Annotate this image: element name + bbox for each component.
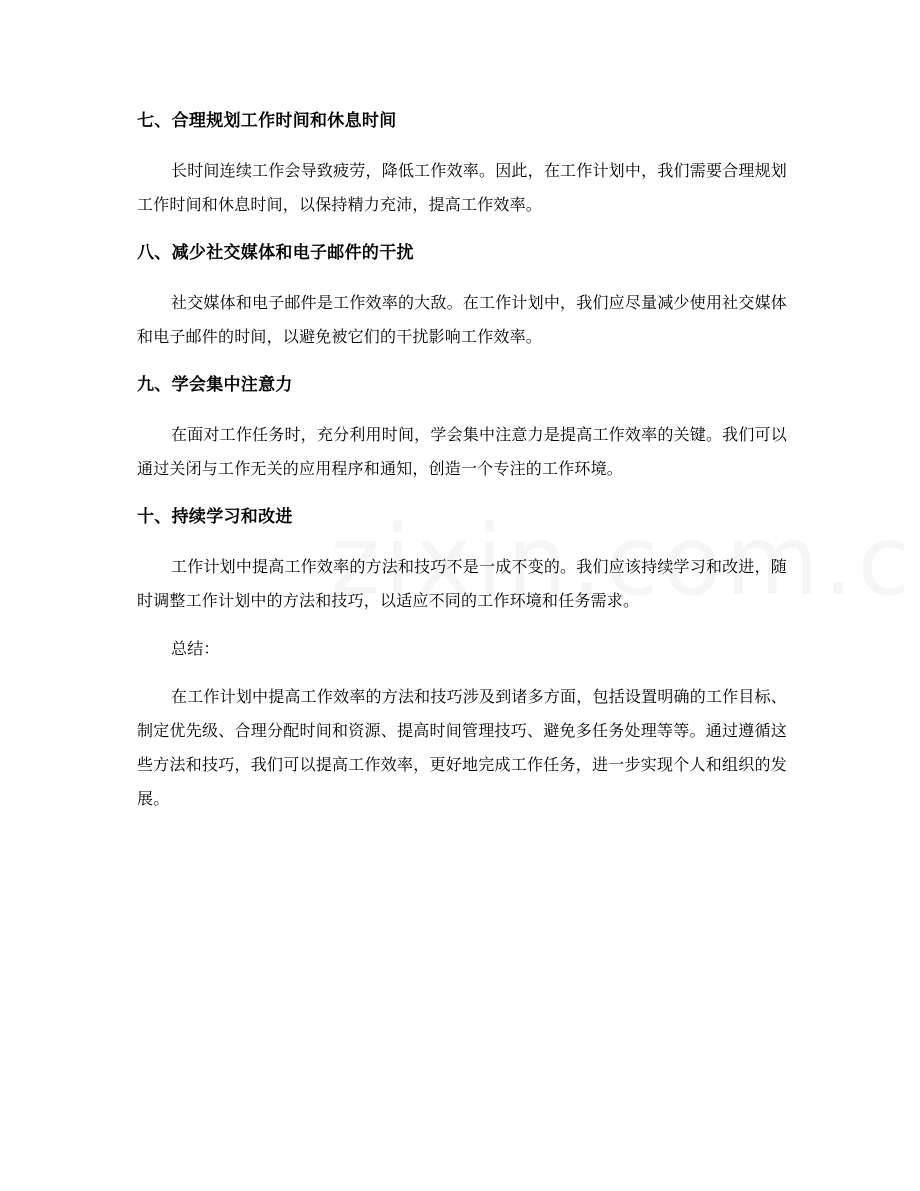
section-paragraph-10: 工作计划中提高工作效率的方法和技巧不是一成不变的。我们应该持续学习和改进，随时调整工作计划中的方法和技巧，以适应不同的工作环境和任务需求。 [137,557,787,610]
section-paragraph-8: 社交媒体和电子邮件是工作效率的大敌。在工作计划中，我们应尽量减少使用社交媒体和电子邮件的时间，以避免被它们的干扰影响工作效率。 [137,293,787,346]
section-heading-7: 七、合理规划工作时间和休息时间 [137,111,397,131]
summary-paragraph: 在工作计划中提高工作效率的方法和技巧涉及到诸多方面，包括设置明确的工作目标、制定优先级、合理分配时间和资源、提高时间管理技巧、避免多任务处理等等。通过遵循这些方法和技巧，我们可以提高工作效率，更好地完成工作任务，进一步实现个人和组织的发展。 [137,687,787,808]
section-heading-8: 八、减少社交媒体和电子邮件的干扰 [137,243,414,263]
section-heading-9: 九、学会集中注意力 [137,375,293,395]
document-body [137,104,787,830]
section-paragraph-9: 在面对工作任务时，充分利用时间，学会集中注意力是提高工作效率的关键。我们可以通过关闭与工作无关的应用程序和通知，创造一个专注的工作环境。 [137,425,787,478]
section-heading-10: 十、持续学习和改进 [137,507,293,527]
summary-label: 总结： [171,639,220,658]
section-paragraph-7: 长时间连续工作会导致疲劳，降低工作效率。因此，在工作计划中，我们需要合理规划工作时间和休息时间，以保持精力充沛，提高工作效率。 [137,161,787,214]
